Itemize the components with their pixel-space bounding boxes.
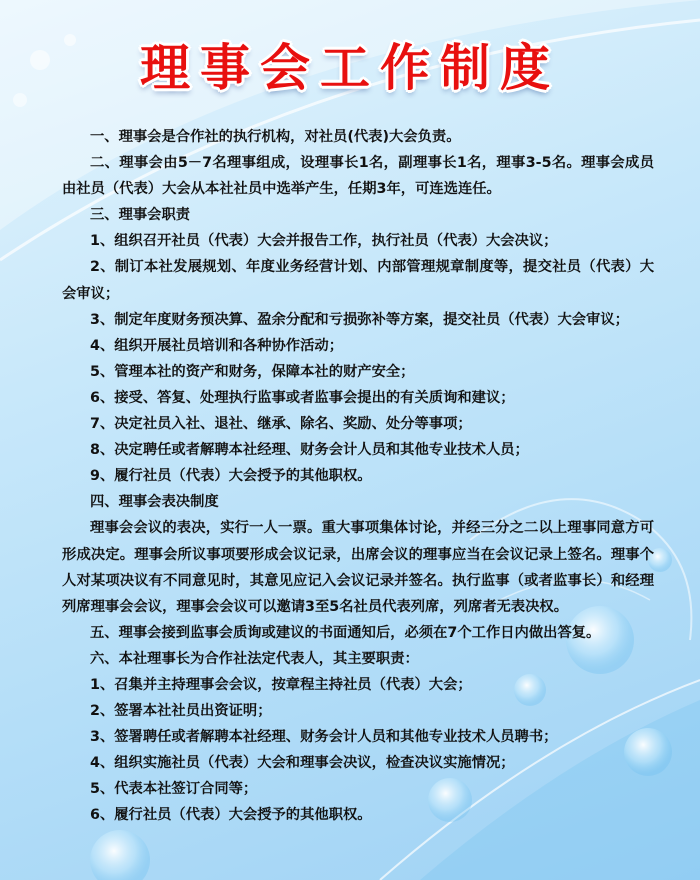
list-item: 9、履行社员（代表）大会授予的其他职权。 [90,468,372,485]
list-item: 1、召集并主持理事会会议，按章程主持社员（代表）大会； [90,676,472,693]
list-item: 2、签署本社社员出资证明； [90,703,272,720]
paragraph: 一、理事会是合作社的执行机构，对社员(代表)大会负责。 [90,129,461,145]
paragraph: 理事会会议的表决，实行一人一票。重大事项集体讨论，并经三分之二以上理事同意方可形成决定。理事会所议事项要形成会议记录，出席会议的理事应当在会议记录上签名。理事个人对某项决议有不同意见时，其意见应记入会议记录并签名。执行监事（或者监事长）和经理列席理事会会议，理事会会议可以邀请3至5名社员代表列席，列席者无表决权。 [62,520,654,615]
list-item: 7、决定社员入社、退社、继承、除名、奖励、处分等事项； [90,416,472,433]
list-item: 5、代表本社签订合同等； [90,781,258,798]
section-heading: 六、本社理事长为合作社法定代表人，其主要职责： [90,650,419,667]
list-item: 2、制订本社发展规划、年度业务经营计划、内部管理规章制度等，提交社员（代表）大会审议； [62,259,654,302]
document-body [62,124,654,829]
list-item: 6、接受、答复、处理执行监事或者监事会提出的有关质询和建议； [90,389,515,406]
list-item: 4、组织开展社员培训和各种协作活动； [90,337,343,354]
list-item: 1、组织召开社员（代表）大会并报告工作，执行社员（代表）大会决议； [90,233,558,250]
list-item: 3、签署聘任或者解聘本社经理、财务会计人员和其他专业技术人员聘书； [90,729,558,746]
page-title: 理事会工作制度 [140,39,560,97]
list-item: 6、履行社员（代表）大会授予的其他职权。 [90,807,372,824]
paragraph: 二、理事会由5－7名理事组成，设理事长1名，副理事长1名，理事3-5名。理事会成员由社员（代表）大会从本社社员中选举产生，任期3年，可连选连任。 [62,155,654,198]
list-item: 8、决定聘任或者解聘本社经理、财务会计人员和其他专业技术人员； [90,442,529,459]
list-item: 4、组织实施社员（代表）大会和理事会决议，检查决议实施情况； [90,755,515,772]
list-item: 3、制定年度财务预决算、盈余分配和亏损弥补等方案，提交社员（代表）大会审议； [90,311,629,328]
section-heading: 三、理事会职责 [90,207,191,224]
section-heading: 四、理事会表决制度 [90,494,219,511]
list-item: 5、管理本社的资产和财务，保障本社的财产安全； [90,363,415,380]
paragraph: 五、理事会接到监事会质询或建议的书面通知后，必须在7个工作日内做出答复。 [90,624,601,641]
